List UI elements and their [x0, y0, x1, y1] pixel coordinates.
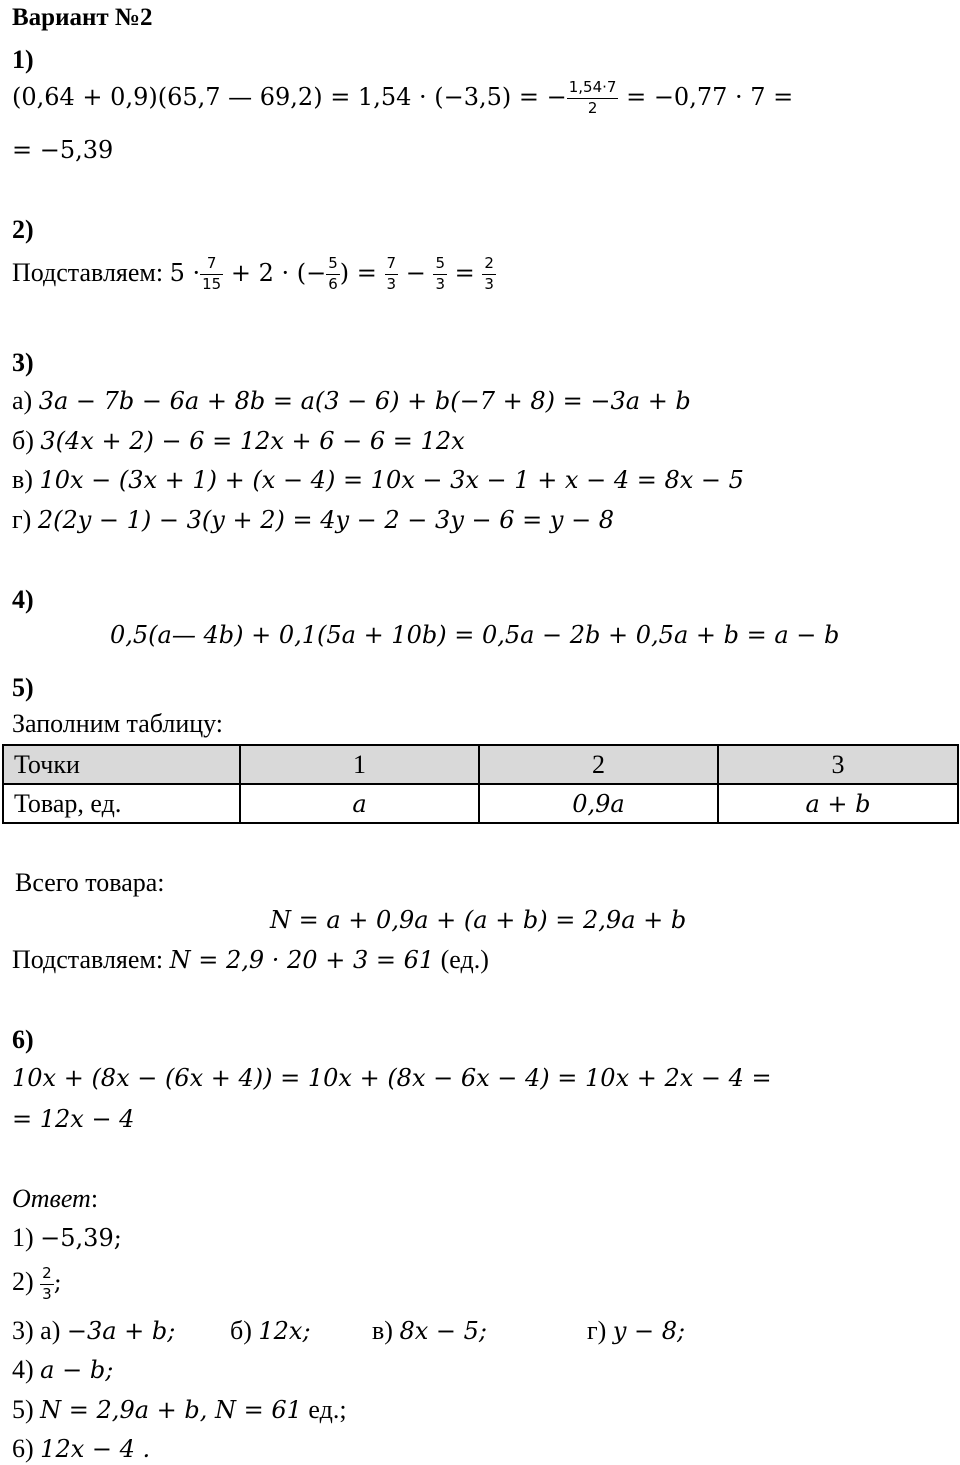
task-3-c: [12, 467, 744, 493]
task-4-label: 4): [12, 585, 34, 614]
task-3-b: [12, 428, 465, 454]
fraction-numerator: 5: [433, 256, 447, 275]
task-3-d: [12, 507, 614, 533]
fraction-denominator: 15: [202, 274, 222, 293]
task-4-expr: 0,5(a— 4b) + 0,1(5a + 10b) = 0,5a − 2b + 0,5a + b = a − b: [110, 621, 840, 649]
task-6-label: 6): [12, 1025, 34, 1054]
task-3-label: 3): [12, 348, 34, 377]
expr-part: −: [398, 258, 434, 287]
task-1-line-1: [12, 80, 793, 117]
fraction-numerator: 7: [200, 256, 223, 275]
answer-5: [12, 1397, 347, 1423]
answer-3c-label: в): [372, 1316, 400, 1345]
fraction-numerator: 2: [482, 256, 496, 275]
task-1-label: 1): [12, 45, 34, 74]
table-cell: a + b: [718, 784, 958, 823]
answer-3d-value: y − 8;: [612, 1317, 686, 1345]
fraction-denominator: 6: [328, 274, 338, 293]
task-2-line: [12, 256, 496, 293]
task-1-expr-b: = −0,77 · 7 =: [618, 82, 794, 111]
fraction: [200, 256, 223, 293]
answer-6: [12, 1436, 150, 1462]
answer-prefix: 2): [12, 1267, 41, 1297]
total-label: Всего товара:: [15, 868, 165, 897]
answer-prefix: 5): [12, 1395, 41, 1424]
total-substitution: [12, 947, 489, 973]
goods-table: [2, 744, 959, 824]
item-expr: 3(4x + 2) − 6 = 12x + 6 − 6 = 12x: [40, 427, 465, 455]
answer-suffix: ед.;: [301, 1395, 347, 1424]
task-1-line-2: = −5,39: [12, 136, 114, 164]
task-6-line-1: 10x + (8x − (6x + 4)) = 10x + (8x − 6x − 4) = 10x + 2x − 4 =: [12, 1064, 772, 1092]
total-expr: N = a + 0,9a + (a + b) = 2,9a + b: [270, 906, 687, 934]
item-prefix: а): [12, 386, 39, 415]
answer-3a-value: −3a + b;: [66, 1317, 176, 1345]
fraction: [326, 256, 340, 293]
task-3-a: [12, 388, 691, 414]
table-cell: a: [240, 784, 479, 823]
item-expr: 3a − 7b − 6a + 8b = a(3 − 6) + b(−7 + 8) = −3a + b: [38, 387, 691, 415]
answer-suffix: ;: [53, 1268, 62, 1297]
expr-part: ) =: [339, 258, 385, 287]
answer-4: [12, 1357, 113, 1383]
task-6-line-2: = 12x − 4: [12, 1105, 135, 1133]
answer-prefix: 1): [12, 1223, 41, 1252]
answer-3d-label: г): [587, 1316, 613, 1345]
expr-part: 5 ·: [169, 258, 201, 287]
fraction-numerator: 7: [385, 256, 399, 275]
expr-part: =: [446, 258, 483, 287]
task-2-prefix: Подставляем:: [12, 257, 170, 287]
table-row: [3, 784, 958, 823]
answer-value: a − b;: [40, 1356, 114, 1384]
table-header-row: [3, 745, 958, 784]
task-1-expr-a: (0,64 + 0,9)(65,7 — 69,2) = 1,54 · (−3,5) = −: [12, 82, 567, 111]
subst-suffix: (ед.): [434, 945, 489, 974]
fraction-numerator: 1,54·7: [567, 80, 619, 99]
fraction: [482, 256, 496, 293]
answer-3a-label: 3) а): [12, 1316, 67, 1345]
subst-prefix: Подставляем:: [12, 945, 170, 974]
table-header-cell: 2: [479, 745, 718, 784]
fraction-numerator: 5: [326, 256, 340, 275]
fraction: [433, 256, 447, 293]
answer-value: 12x − 4 .: [40, 1435, 151, 1463]
table-header-cell: Точки: [3, 745, 240, 784]
table-header-cell: 3: [718, 745, 958, 784]
answer-3b-value: 12x;: [258, 1317, 311, 1345]
answer-3: [12, 1318, 712, 1344]
fraction-denominator: 2: [587, 98, 598, 117]
answer-heading: [12, 1186, 98, 1212]
fraction-denominator: 3: [484, 274, 494, 293]
answer-3c: [372, 1318, 487, 1344]
subst-expr: N = 2,9 · 20 + 3 = 61: [169, 946, 435, 974]
fraction-denominator: 3: [435, 274, 445, 293]
task-5-label: 5): [12, 673, 34, 702]
fraction-denominator: 3: [42, 1284, 52, 1303]
expr-part: + 2 · (−: [223, 258, 327, 287]
item-prefix: г): [12, 505, 38, 534]
task-2-expr: [169, 254, 496, 293]
fraction-denominator: 3: [386, 274, 397, 293]
answer-1: [12, 1225, 122, 1251]
answer-prefix: 6): [12, 1434, 41, 1463]
answer-value: N = 2,9a + b, N = 61: [40, 1396, 302, 1424]
answer-3b: [230, 1318, 311, 1344]
table-header-cell: 1: [240, 745, 479, 784]
task-5-intro: Заполним таблицу:: [12, 709, 224, 738]
answer-fraction: [40, 1266, 54, 1303]
answer-3c-value: 8x − 5;: [399, 1317, 487, 1345]
item-expr: 2(2y − 1) − 3(y + 2) = 4y − 2 − 3y − 6 = y − 8: [37, 506, 615, 534]
item-expr: 10x − (3x + 1) + (x − 4) = 10x − 3x − 1 + x − 4 = 8x − 5: [39, 466, 744, 494]
answer-3b-label: б): [230, 1316, 259, 1345]
answer-value: −5,39;: [40, 1224, 122, 1252]
page-title: Вариант №2: [12, 4, 153, 31]
answer-2: [12, 1266, 62, 1303]
answer-colon: :: [90, 1184, 99, 1213]
fraction: [385, 256, 399, 293]
answer-3d: [587, 1318, 685, 1344]
fraction-numerator: 2: [40, 1266, 54, 1285]
task-1-fraction: [567, 80, 619, 117]
answer-prefix: 4): [12, 1355, 41, 1384]
table-cell: Товар, ед.: [3, 784, 240, 823]
task-2-label: 2): [12, 215, 34, 244]
item-prefix: в): [12, 465, 40, 494]
item-prefix: б): [12, 426, 41, 455]
answer-heading-text: Ответ: [12, 1184, 91, 1213]
table-cell: 0,9a: [479, 784, 718, 823]
